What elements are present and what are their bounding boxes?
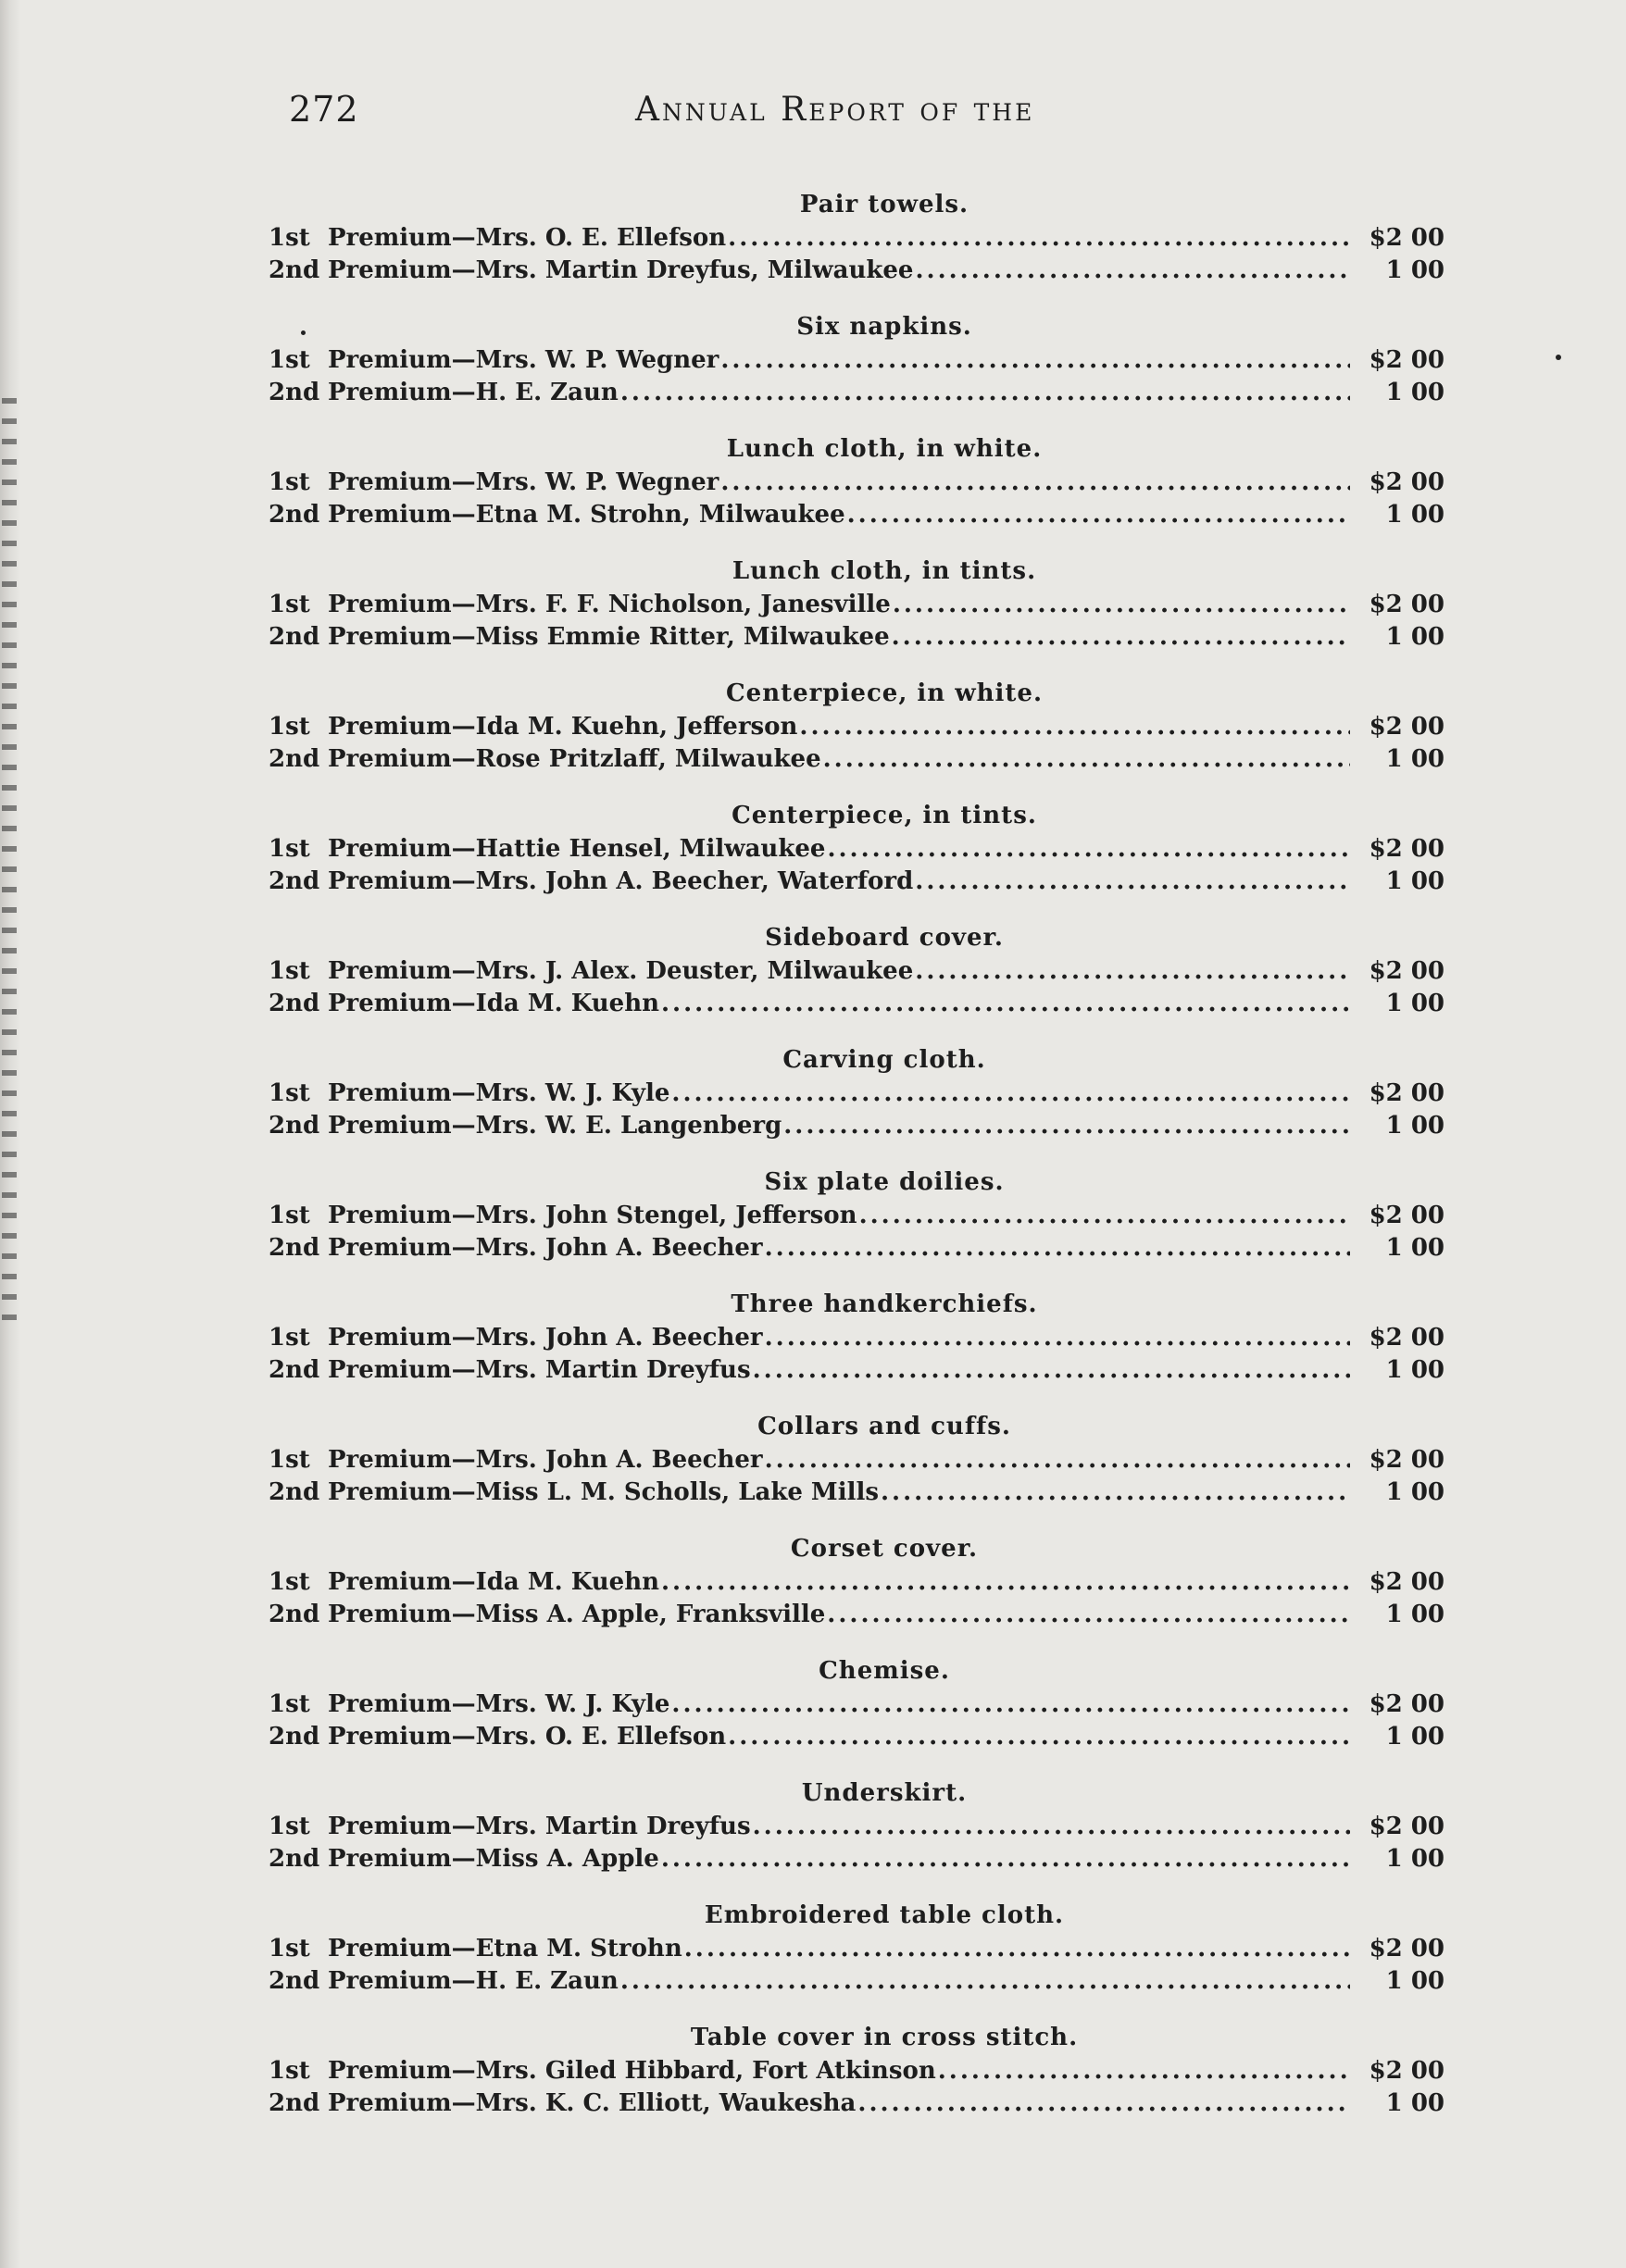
premium-amount: $2 00: [1369, 224, 1445, 252]
premium-rank: 1st: [269, 1690, 310, 1718]
premium-rank: 1st: [269, 713, 310, 741]
premium-amount: 1 00: [1385, 1478, 1445, 1506]
premium-rank: 1st: [269, 1568, 310, 1596]
premium-rank: 2nd: [269, 623, 320, 651]
premium-amount: 1 00: [1385, 1723, 1445, 1751]
premium-winner: Premium—Mrs. John A. Beecher: [328, 1446, 763, 1474]
section-title: Lunch cloth, in white.: [726, 435, 1043, 463]
premium-rank: 1st: [269, 591, 310, 618]
premium-entry: [269, 1477, 1445, 1509]
premium-amount: 1 00: [1385, 1967, 1445, 1995]
premium-amount: 1 00: [1385, 867, 1445, 895]
premium-entry: [269, 467, 1445, 499]
dot-leader: [765, 1444, 1350, 1477]
section-title: Six plate doilies.: [764, 1168, 1005, 1196]
premium-winner: Premium—Miss Emmie Ritter, Milwaukee: [328, 623, 890, 651]
section-title: Sideboard cover.: [765, 924, 1004, 952]
premium-amount: 1 00: [1385, 1112, 1445, 1140]
premium-winner: Premium—Mrs. W. P. Wegner: [328, 468, 719, 496]
premium-winner: Premium—Etna M. Strohn: [328, 1935, 682, 1963]
book-binding-edge: [0, 0, 20, 2268]
premium-entry: [269, 866, 1445, 898]
premium-section: [269, 1531, 1445, 1631]
premium-winner: Premium—Miss A. Apple: [328, 1845, 659, 1873]
premium-section: [269, 1042, 1445, 1142]
premium-amount: 1 00: [1385, 379, 1445, 406]
dot-leader: [823, 743, 1350, 776]
premium-winner: Premium—H. E. Zaun: [328, 1967, 619, 1995]
premium-winner: Premium—Rose Pritzlaff, Milwaukee: [328, 745, 821, 773]
premium-amount: 1 00: [1385, 1234, 1445, 1262]
premium-amount: 1 00: [1385, 1356, 1445, 1384]
premium-winner: Premium—Mrs. F. F. Nicholson, Janesville: [328, 591, 891, 618]
premium-amount: $2 00: [1369, 1079, 1445, 1107]
dot-leader: [915, 866, 1350, 898]
premium-winner: Premium—Ida M. Kuehn, Jefferson: [328, 713, 798, 741]
section-title: Carving cloth.: [782, 1046, 986, 1074]
section-title: Three handkerchiefs.: [731, 1290, 1038, 1318]
premium-amount: $2 00: [1369, 1446, 1445, 1474]
premium-entry: [269, 377, 1445, 409]
premium-winner: Premium—Mrs. W. J. Kyle: [328, 1690, 670, 1718]
premium-amount: $2 00: [1369, 1813, 1445, 1840]
premium-section: [269, 1653, 1445, 1753]
premium-winner: Premium—Mrs. John Stengel, Jefferson: [328, 1202, 857, 1229]
section-title: Embroidered table cloth.: [704, 1901, 1065, 1929]
premium-winner: Premium—Mrs. Martin Dreyfus, Milwaukee: [328, 256, 914, 284]
premium-winner: Premium—Miss A. Apple, Franksville: [328, 1601, 826, 1628]
dot-leader: [661, 1566, 1350, 1599]
premium-amount: 1 00: [1385, 256, 1445, 284]
page-number: 272: [289, 89, 359, 130]
premium-entry: [269, 2055, 1445, 2087]
section-title: Chemise.: [819, 1657, 950, 1685]
premium-entry: [269, 222, 1445, 255]
premium-rank: 1st: [269, 1324, 310, 1352]
premium-list: [269, 187, 1445, 2142]
section-title: Six napkins.: [796, 313, 972, 341]
premium-section: [269, 431, 1445, 531]
premium-entry: [269, 833, 1445, 866]
premium-amount: $2 00: [1369, 1935, 1445, 1963]
dot-leader: [684, 1933, 1350, 1965]
section-title: Lunch cloth, in tints.: [732, 557, 1037, 585]
premium-section: [269, 1287, 1445, 1387]
premium-entry: [269, 1232, 1445, 1265]
premium-rank: 1st: [269, 835, 310, 863]
premium-winner: Premium—Mrs. Martin Dreyfus: [328, 1813, 751, 1840]
premium-entry: [269, 1200, 1445, 1232]
premium-section: [269, 798, 1445, 898]
premium-section: [269, 187, 1445, 287]
premium-winner: Premium—Mrs. John A. Beecher: [328, 1324, 763, 1352]
dot-leader: [620, 1965, 1350, 1998]
dot-leader: [783, 1110, 1350, 1142]
premium-rank: 2nd: [269, 1601, 320, 1628]
premium-winner: Premium—Mrs. O. E. Ellefson: [328, 224, 727, 252]
premium-entry: [269, 1689, 1445, 1721]
premium-winner: Premium—Mrs. Giled Hibbard, Fort Atkinson: [328, 2057, 936, 2085]
premium-section: [269, 2020, 1445, 2120]
print-speck: [1556, 355, 1561, 360]
premium-rank: 2nd: [269, 379, 320, 406]
premium-amount: $2 00: [1369, 1202, 1445, 1229]
premium-rank: 2nd: [269, 867, 320, 895]
premium-amount: $2 00: [1369, 1568, 1445, 1596]
premium-amount: $2 00: [1369, 835, 1445, 863]
premium-winner: Premium—Miss L. M. Scholls, Lake Mills: [328, 1478, 879, 1506]
premium-entry: [269, 1721, 1445, 1753]
premium-rank: 1st: [269, 1935, 310, 1963]
premium-rank: 1st: [269, 468, 310, 496]
dot-leader: [720, 467, 1350, 499]
premium-amount: $2 00: [1369, 1690, 1445, 1718]
premium-entry: [269, 2087, 1445, 2120]
dot-leader: [799, 711, 1350, 743]
premium-entry: [269, 955, 1445, 988]
premium-entry: [269, 1444, 1445, 1477]
section-title: Centerpiece, in white.: [725, 679, 1044, 707]
premium-section: [269, 1776, 1445, 1875]
section-title: Corset cover.: [790, 1535, 979, 1563]
premium-rank: 1st: [269, 1813, 310, 1840]
premium-section: [269, 676, 1445, 776]
premium-entry: [269, 1078, 1445, 1110]
dot-leader: [915, 255, 1350, 287]
dot-leader: [827, 833, 1350, 866]
dot-leader: [661, 988, 1350, 1020]
dot-leader: [847, 499, 1350, 531]
premium-amount: 1 00: [1385, 2089, 1445, 2117]
premium-amount: $2 00: [1369, 591, 1445, 618]
dot-leader: [671, 1689, 1350, 1721]
dot-leader: [938, 2055, 1350, 2087]
premium-rank: 2nd: [269, 1112, 320, 1140]
premium-rank: 1st: [269, 346, 310, 374]
premium-section: [269, 920, 1445, 1020]
premium-rank: 2nd: [269, 2089, 320, 2117]
premium-amount: 1 00: [1385, 623, 1445, 651]
section-title: Pair towels.: [799, 191, 969, 218]
premium-entry: [269, 1933, 1445, 1965]
dot-leader: [827, 1599, 1350, 1631]
premium-amount: $2 00: [1369, 468, 1445, 496]
premium-winner: Premium—Hattie Hensel, Milwaukee: [328, 835, 826, 863]
section-title: Centerpiece, in tints.: [732, 802, 1037, 829]
premium-winner: Premium—Mrs. W. E. Langenberg: [328, 1112, 782, 1140]
dot-leader: [728, 1721, 1350, 1753]
premium-rank: 2nd: [269, 256, 320, 284]
premium-entry: [269, 1599, 1445, 1631]
section-title: Collars and cuffs.: [757, 1413, 1011, 1440]
premium-entry: [269, 1354, 1445, 1387]
premium-rank: 2nd: [269, 1234, 320, 1262]
premium-winner: Premium—Ida M. Kuehn: [328, 990, 659, 1017]
premium-rank: 1st: [269, 1079, 310, 1107]
premium-winner: Premium—Mrs. John A. Beecher, Waterford: [328, 867, 914, 895]
dot-leader: [753, 1354, 1350, 1387]
premium-entry: [269, 621, 1445, 654]
dot-leader: [661, 1843, 1350, 1875]
premium-amount: 1 00: [1385, 1845, 1445, 1873]
page-header: [0, 89, 1626, 144]
premium-winner: Premium—Mrs. W. J. Kyle: [328, 1079, 670, 1107]
dot-leader: [881, 1477, 1350, 1509]
dot-leader: [720, 344, 1350, 377]
premium-rank: 2nd: [269, 990, 320, 1017]
premium-section: [269, 1898, 1445, 1998]
premium-winner: Premium—Mrs. O. E. Ellefson: [328, 1723, 727, 1751]
premium-rank: 2nd: [269, 1723, 320, 1751]
premium-amount: 1 00: [1385, 745, 1445, 773]
premium-amount: $2 00: [1369, 957, 1445, 985]
premium-section: [269, 554, 1445, 654]
premium-entry: [269, 589, 1445, 621]
premium-entry: [269, 988, 1445, 1020]
premium-rank: 2nd: [269, 1478, 320, 1506]
premium-rank: 2nd: [269, 1356, 320, 1384]
premium-winner: Premium—Mrs. W. P. Wegner: [328, 346, 719, 374]
premium-rank: 2nd: [269, 1845, 320, 1873]
premium-amount: $2 00: [1369, 346, 1445, 374]
dot-leader: [857, 2087, 1350, 2120]
premium-entry: [269, 1566, 1445, 1599]
premium-rank: 1st: [269, 1446, 310, 1474]
dot-leader: [753, 1811, 1350, 1843]
premium-entry: [269, 711, 1445, 743]
premium-rank: 1st: [269, 2057, 310, 2085]
dot-leader: [915, 955, 1350, 988]
dot-leader: [671, 1078, 1350, 1110]
section-title: Table cover in cross stitch.: [690, 2024, 1079, 2051]
premium-entry: [269, 499, 1445, 531]
dot-leader: [893, 589, 1350, 621]
premium-entry: [269, 344, 1445, 377]
dot-leader: [765, 1232, 1350, 1265]
premium-winner: Premium—Mrs. J. Alex. Deuster, Milwaukee: [328, 957, 914, 985]
premium-section: [269, 1165, 1445, 1265]
premium-entry: [269, 1811, 1445, 1843]
premium-rank: 2nd: [269, 745, 320, 773]
running-head: Annual Report of the: [635, 91, 1035, 129]
premium-rank: 2nd: [269, 501, 320, 529]
premium-rank: 1st: [269, 224, 310, 252]
dot-leader: [765, 1322, 1350, 1354]
premium-entry: [269, 1965, 1445, 1998]
premium-amount: $2 00: [1369, 713, 1445, 741]
premium-winner: Premium—Etna M. Strohn, Milwaukee: [328, 501, 845, 529]
premium-winner: Premium—Mrs. K. C. Elliott, Waukesha: [328, 2089, 857, 2117]
premium-rank: 2nd: [269, 1967, 320, 1995]
premium-section: [269, 1409, 1445, 1509]
dot-leader: [859, 1200, 1350, 1232]
premium-rank: 1st: [269, 1202, 310, 1229]
premium-winner: Premium—H. E. Zaun: [328, 379, 619, 406]
premium-entry: [269, 255, 1445, 287]
dot-leader: [728, 222, 1350, 255]
premium-winner: Premium—Mrs. John A. Beecher: [328, 1234, 763, 1262]
dot-leader: [892, 621, 1350, 654]
premium-amount: 1 00: [1385, 501, 1445, 529]
dot-leader: [620, 377, 1350, 409]
premium-amount: $2 00: [1369, 1324, 1445, 1352]
premium-winner: Premium—Ida M. Kuehn: [328, 1568, 659, 1596]
premium-entry: [269, 1110, 1445, 1142]
premium-entry: [269, 1322, 1445, 1354]
premium-amount: $2 00: [1369, 2057, 1445, 2085]
premium-section: [269, 309, 1445, 409]
section-title: Underskirt.: [801, 1779, 968, 1807]
premium-rank: 1st: [269, 957, 310, 985]
premium-amount: 1 00: [1385, 990, 1445, 1017]
premium-winner: Premium—Mrs. Martin Dreyfus: [328, 1356, 751, 1384]
premium-entry: [269, 743, 1445, 776]
premium-amount: 1 00: [1385, 1601, 1445, 1628]
premium-entry: [269, 1843, 1445, 1875]
